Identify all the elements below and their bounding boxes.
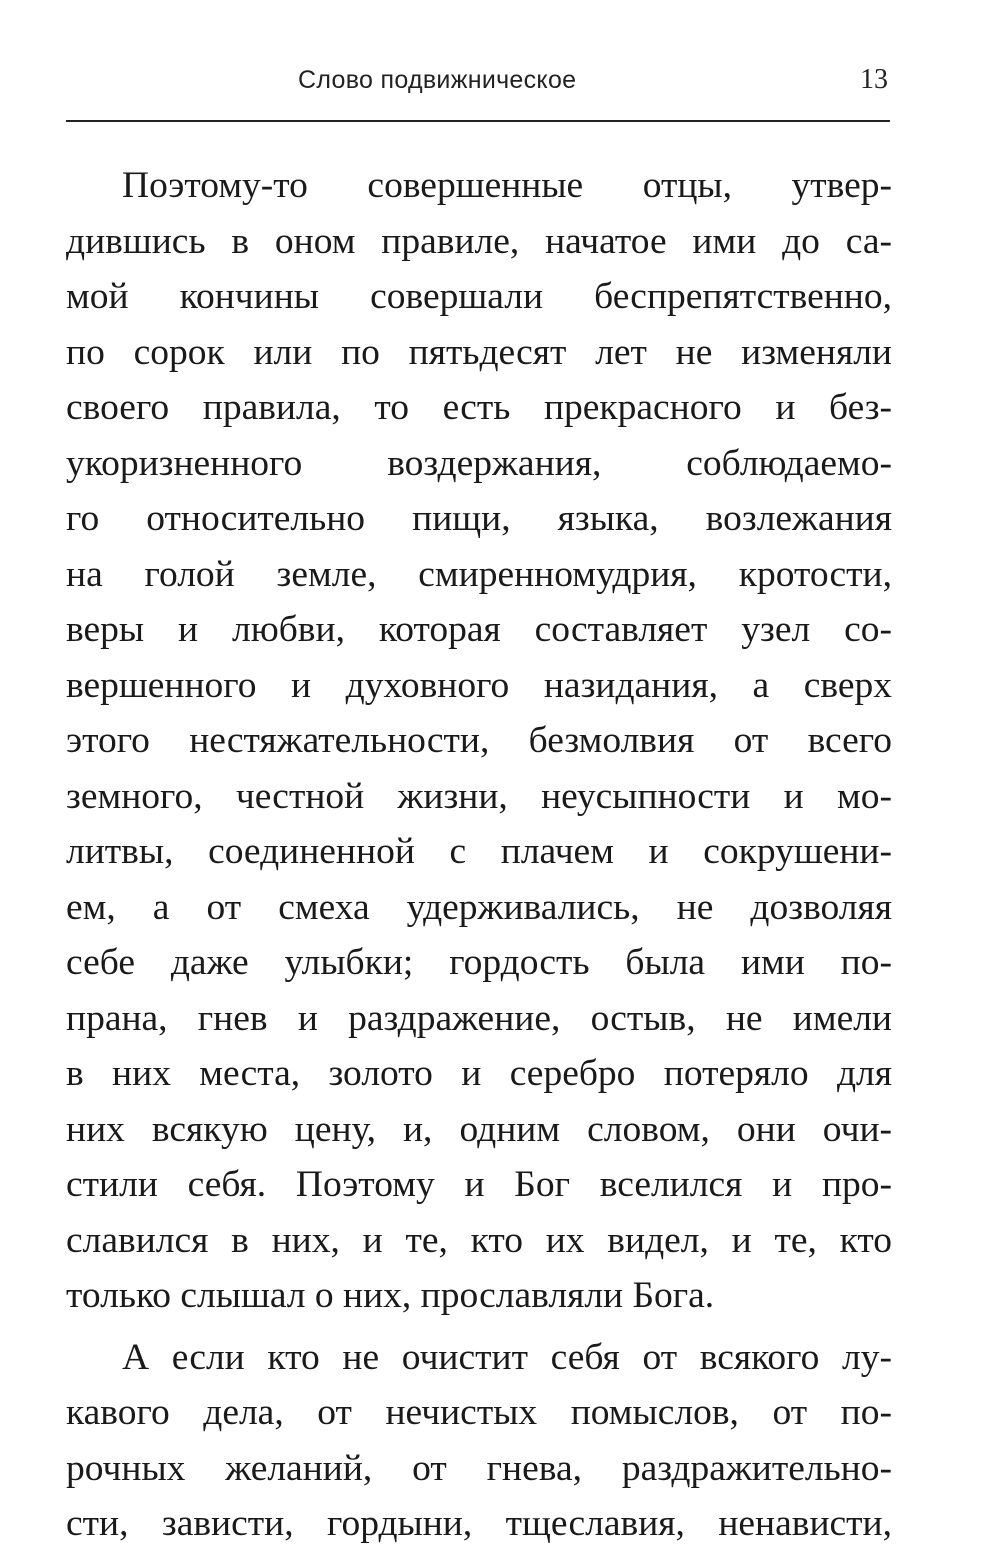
text-line: себе даже улыбки; гордость была ими по-: [66, 942, 892, 983]
text-line: в них места, золото и серебро потеряло для: [66, 1053, 892, 1094]
text-line: сти, зависти, гордыни, тщеславия, ненависти,: [66, 1503, 892, 1544]
running-title: Слово подвижническое: [298, 66, 577, 94]
text-line: А если кто не очистит себя от всякого лу-: [122, 1336, 892, 1378]
page-number: 13: [860, 64, 888, 95]
text-line: литвы, соединенной с плачем и сокрушени-: [66, 831, 892, 872]
text-line: стили себя. Поэтому и Бог вселился и про-: [66, 1164, 892, 1205]
text-line: дившись в оном правиле, начатое ими до са-: [66, 220, 892, 262]
text-line: вершенного и духовного назидания, а сверх: [66, 664, 892, 706]
paragraph: [66, 158, 892, 1324]
running-header: [66, 60, 890, 122]
text-line: ем, а от смеха удерживались, не дозволяя: [66, 886, 892, 928]
text-line: них всякую цену, и, одним словом, они очи-: [66, 1108, 892, 1150]
text-line: прана, гнев и раздражение, остыв, не имели: [66, 997, 892, 1039]
text-line: укоризненного воздержания, соблюдаемо-: [66, 442, 892, 484]
text-line: Поэтому-то совершенные отцы, утвер-: [122, 165, 892, 206]
text-line: кавого дела, от нечистых помыслов, от по-: [66, 1392, 892, 1433]
text-line: славился в них, и те, кто их видел, и те, кто: [66, 1219, 892, 1261]
text-line: этого нестяжательности, безмолвия от всего: [66, 720, 892, 761]
text-line: мой кончины совершали беспрепятственно,: [66, 276, 892, 317]
text-line: по сорок или по пятьдесят лет не изменяли: [66, 331, 892, 373]
text-line: на голой земле, смиренномудрия, кротости,: [66, 553, 892, 595]
text-line: веры и любви, которая составляет узел со-: [66, 609, 892, 650]
text-line: го относительно пищи, языка, возлежания: [66, 498, 892, 539]
text-line: рочных желаний, от гнева, раздражительно-: [66, 1447, 892, 1489]
text-line: земного, честной жизни, неусыпности и мо-: [66, 775, 892, 817]
body-text: [66, 158, 892, 1552]
text-line: своего правила, то есть прекрасного и без-: [66, 387, 892, 428]
text-line: только слышал о них, прославляли Бога.: [66, 1275, 715, 1316]
paragraph: [66, 1330, 892, 1552]
